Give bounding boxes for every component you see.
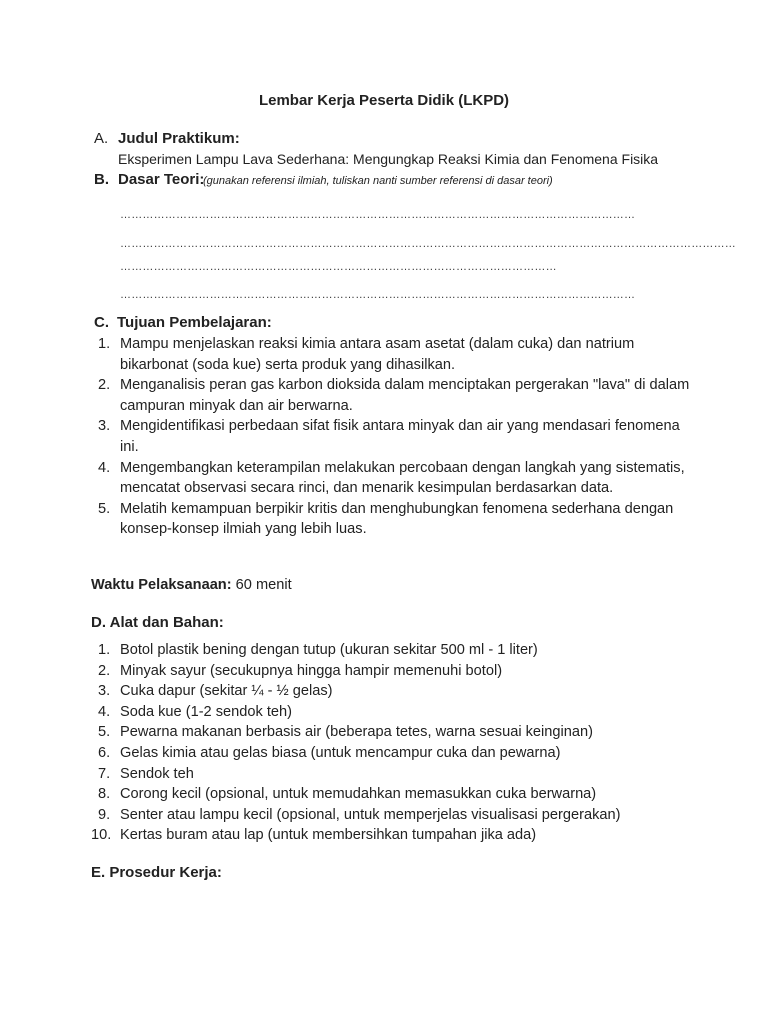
list-item-number: 1. <box>98 642 111 658</box>
list-item-number: 1. <box>98 336 111 352</box>
section-b-note: (gunakan referensi ilmiah, tuliskan nanti sumber referensi di dasar teori) <box>203 175 553 187</box>
list-item <box>91 702 731 723</box>
blank-line: ……………………………………………………………………………………………………… <box>120 261 557 273</box>
list-item-number: 3. <box>98 683 111 700</box>
list-item-number: 9. <box>98 806 111 823</box>
list-item-number: 2. <box>98 662 111 679</box>
list-item-text: Corong kecil (opsional, untuk memudahkan memasukkan cuka berwarna) <box>120 786 597 803</box>
list-item <box>91 499 691 540</box>
list-item-text: Menganalisis peran gas karbon dioksida dalam menciptakan pergerakan "lava" di dalam campuran minyak dan air berwarna. <box>120 377 690 414</box>
list-item-text: Mampu menjelaskan reaksi kimia antara asam asetat (dalam cuka) dan natrium bikarbonat (soda kue) serta produk yang dihasilkan. <box>120 336 635 373</box>
duration-line <box>91 577 292 593</box>
duration-value: 60 menit <box>235 577 292 593</box>
blank-line: ………………………………………………………………………………………………………………………… <box>120 209 636 221</box>
list-item-text: Pewarna makanan berbasis air (beberapa tetes, warna sesuai keinginan) <box>120 724 593 741</box>
list-item-text: Mengembangkan keterampilan melakukan percobaan dengan langkah yang sistematis, mencatat observasi secara rinci, dan menarik kesimpulan berdasarkan data. <box>120 459 685 497</box>
list-item <box>91 722 731 743</box>
list-item-number: 4. <box>98 703 111 720</box>
list-item-text: Senter atau lampu kecil (opsional, untuk memperjelas visualisasi pergerakan) <box>120 806 621 823</box>
list-item-number: 7. <box>98 765 111 782</box>
list-item <box>91 640 731 661</box>
list-item-text: Melatih kemampuan berpikir kritis dan menghubungkan fenomena sederhana dengan konsep-konsep ilmiah yang lebih luas. <box>120 500 674 538</box>
list-item-number: 4. <box>98 459 111 476</box>
materials-list <box>91 640 731 846</box>
list-item-number: 3. <box>98 418 111 435</box>
list-item-number: 5. <box>98 724 111 741</box>
list-item <box>91 661 731 682</box>
section-a-letter: A. <box>94 130 109 147</box>
list-item <box>91 825 731 846</box>
list-item <box>91 805 731 826</box>
list-item-text: Kertas buram atau lap (untuk membersihkan tumpahan jika ada) <box>120 827 537 844</box>
section-a-heading: Judul Praktikum: <box>118 130 240 147</box>
section-c-heading: Tujuan Pembelajaran: <box>117 314 272 331</box>
blank-line: ………………………………………………………………………………………………………………………………………………… <box>120 238 736 250</box>
section-d-heading: D. Alat dan Bahan: <box>91 614 224 631</box>
list-item <box>91 764 731 785</box>
list-item-text: Mengidentifikasi perbedaan sifat fisik antara minyak dan air yang mendasari fenomena ini. <box>120 418 680 455</box>
section-c-letter: C. <box>94 314 109 331</box>
learning-objectives-list <box>91 334 691 540</box>
list-item <box>91 334 691 375</box>
list-item-text: Botol plastik bening dengan tutup (ukuran sekitar 500 ml - 1 liter) <box>120 642 538 658</box>
section-b-heading: Dasar Teori: <box>118 171 205 188</box>
section-a-content: Eksperimen Lampu Lava Sederhana: Mengungkap Reaksi Kimia dan Fenomena Fisika <box>118 151 659 167</box>
duration-label: Waktu Pelaksanaan: <box>91 577 232 593</box>
list-item <box>91 743 731 764</box>
blank-line: ………………………………………………………………………………………………………………………… <box>120 289 636 301</box>
list-item-text: Sendok teh <box>120 765 194 782</box>
list-item <box>91 681 731 702</box>
list-item-text: Gelas kimia atau gelas biasa (untuk mencampur cuka dan pewarna) <box>120 744 561 761</box>
list-item-number: 2. <box>98 377 111 394</box>
list-item <box>91 458 691 499</box>
list-item <box>91 416 691 457</box>
list-item-number: 6. <box>98 744 111 761</box>
list-item-number: 10. <box>91 827 112 844</box>
section-b-letter: B. <box>94 171 109 188</box>
list-item <box>91 784 731 805</box>
page-title: Lembar Kerja Peserta Didik (LKPD) <box>258 92 510 109</box>
section-e-heading: E. Prosedur Kerja: <box>91 864 222 881</box>
list-item-text: Soda kue (1-2 sendok teh) <box>120 703 292 720</box>
list-item-text: Cuka dapur (sekitar ¼ - ½ gelas) <box>120 683 333 700</box>
list-item-number: 8. <box>98 786 111 803</box>
list-item <box>91 375 691 416</box>
list-item-number: 5. <box>98 500 111 517</box>
list-item-text: Minyak sayur (secukupnya hingga hampir memenuhi botol) <box>120 662 503 679</box>
